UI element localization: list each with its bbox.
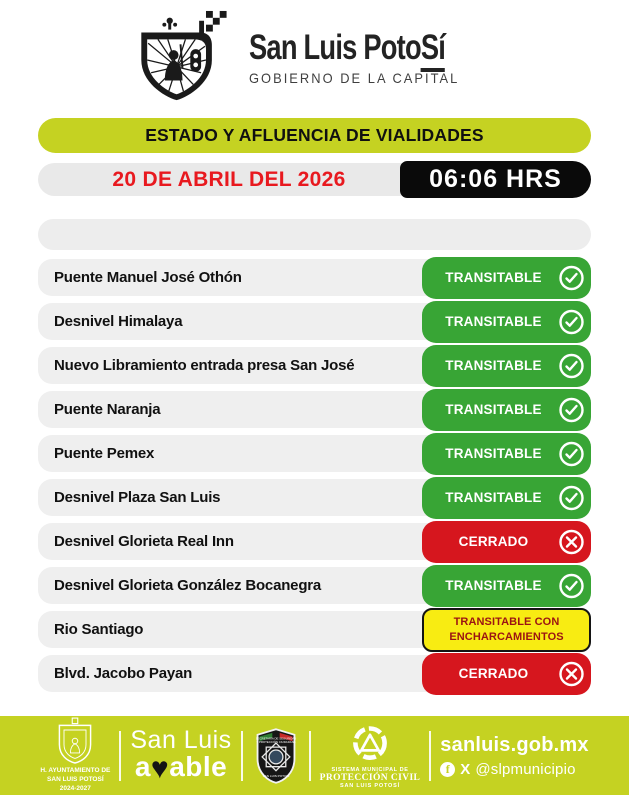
status-label: CERRADO	[458, 534, 529, 549]
status-label: TRANSITABLE	[445, 358, 542, 373]
check-circle-icon	[558, 484, 585, 511]
brand-si-underline: Sí	[421, 28, 445, 72]
footer-divider	[119, 731, 121, 781]
svg-text:SECRETARÍA DE SEGURIDAD: SECRETARÍA DE SEGURIDAD	[255, 735, 296, 740]
check-circle-icon	[558, 396, 585, 423]
road-name: Puente Pemex	[54, 445, 155, 462]
status-badge-encharcamientos	[422, 608, 591, 652]
status-badge-transitable	[422, 477, 591, 519]
city-coat-of-arms-icon	[129, 9, 233, 107]
check-circle-icon	[558, 572, 585, 599]
ayuntamiento-crest-icon	[53, 717, 97, 765]
policia-badge-logo	[252, 727, 300, 785]
date-label: 20 DE ABRIL DEL 2026	[38, 163, 420, 196]
footer	[0, 716, 629, 795]
road-row	[38, 347, 591, 384]
x-circle-icon	[558, 660, 585, 687]
amable-line1: San Luis	[130, 726, 232, 755]
pc-caption-line3: SAN LUIS POTOSÍ	[340, 782, 400, 789]
road-name: Nuevo Libramiento entrada presa San José	[54, 357, 355, 374]
road-row	[38, 259, 591, 296]
status-label: ENCHARCAMIENTOS	[449, 630, 564, 643]
facebook-icon: f	[440, 762, 455, 777]
status-badge-transitable	[422, 345, 591, 387]
road-row	[38, 523, 591, 560]
road-name: Desnivel Plaza San Luis	[54, 489, 221, 506]
status-label: TRANSITABLE	[445, 490, 542, 505]
check-circle-icon	[558, 440, 585, 467]
road-row	[38, 303, 591, 340]
san-luis-amable-logo	[130, 726, 232, 786]
status-label: TRANSITABLE	[445, 578, 542, 593]
status-label: TRANSITABLE	[445, 446, 542, 461]
contact-block	[440, 734, 588, 778]
road-name: Puente Naranja	[54, 401, 161, 418]
status-label: TRANSITABLE	[445, 314, 542, 329]
pc-caption-line2: PROTECCIÓN CIVIL	[319, 772, 421, 783]
proteccion-civil-icon	[346, 723, 394, 765]
social-row	[440, 761, 575, 778]
svg-text:Y PROTECCIÓN CIUDADANA: Y PROTECCIÓN CIUDADANA	[255, 739, 296, 744]
website-url: sanluis.gob.mx	[440, 733, 589, 756]
road-name: Rio Santiago	[54, 621, 144, 638]
status-badge-transitable	[422, 389, 591, 431]
page-title-banner: ESTADO Y AFLUENCIA DE VIALIDADES	[38, 118, 591, 153]
heart-icon: ♥	[150, 752, 170, 786]
footer-divider	[309, 731, 311, 781]
empty-bar	[38, 219, 591, 250]
check-circle-icon	[558, 264, 585, 291]
road-name: Desnivel Glorieta González Bocanegra	[54, 577, 322, 594]
brand-title: San Luis PotoSí	[249, 30, 445, 65]
header	[0, 0, 629, 116]
road-name: Desnivel Himalaya	[54, 313, 183, 330]
road-name: Blvd. Jacobo Payan	[54, 665, 193, 682]
road-row	[38, 567, 591, 604]
footer-divider	[241, 731, 243, 781]
status-label: TRANSITABLE	[445, 402, 542, 417]
road-status-list	[38, 259, 591, 699]
amable-line2: a♥able	[134, 751, 228, 786]
status-label: CERRADO	[458, 666, 529, 681]
ayuntamiento-caption: H. AYUNTAMIENTO DE SAN LUIS POTOSÍ 2024-2027	[40, 767, 111, 792]
road-row	[38, 391, 591, 428]
road-name: Puente Manuel José Othón	[54, 269, 242, 286]
check-circle-icon	[558, 308, 585, 335]
police-shield-icon	[252, 727, 300, 785]
status-badge-cerrado	[422, 653, 591, 695]
check-circle-icon	[558, 352, 585, 379]
svg-text:SAN LUIS POTOSÍ: SAN LUIS POTOSÍ	[262, 773, 290, 778]
brand-subtitle: GOBIERNO DE LA CAPITAL	[248, 70, 460, 86]
road-row	[38, 435, 591, 472]
footer-divider	[429, 731, 431, 781]
status-badge-transitable	[422, 433, 591, 475]
brand-wordmark	[249, 30, 500, 86]
x-social-icon: X	[460, 760, 471, 778]
status-badge-transitable	[422, 301, 591, 343]
status-label: TRANSITABLE CON	[453, 616, 560, 629]
x-circle-icon	[558, 528, 585, 555]
road-row	[38, 655, 591, 692]
pc-caption-line1: SISTEMA MUNICIPAL DE	[331, 766, 409, 773]
road-row	[38, 479, 591, 516]
road-row	[38, 611, 591, 648]
status-badge-transitable	[422, 565, 591, 607]
ayuntamiento-logo	[40, 717, 110, 793]
status-label: TRANSITABLE	[445, 270, 542, 285]
social-handle: @slpmunicipio	[475, 760, 576, 778]
status-badge-transitable	[422, 257, 591, 299]
proteccion-civil-logo	[320, 723, 421, 789]
status-badge-cerrado	[422, 521, 591, 563]
road-name: Desnivel Glorieta Real Inn	[54, 533, 234, 550]
time-label: 06:06 HRS	[400, 161, 591, 198]
